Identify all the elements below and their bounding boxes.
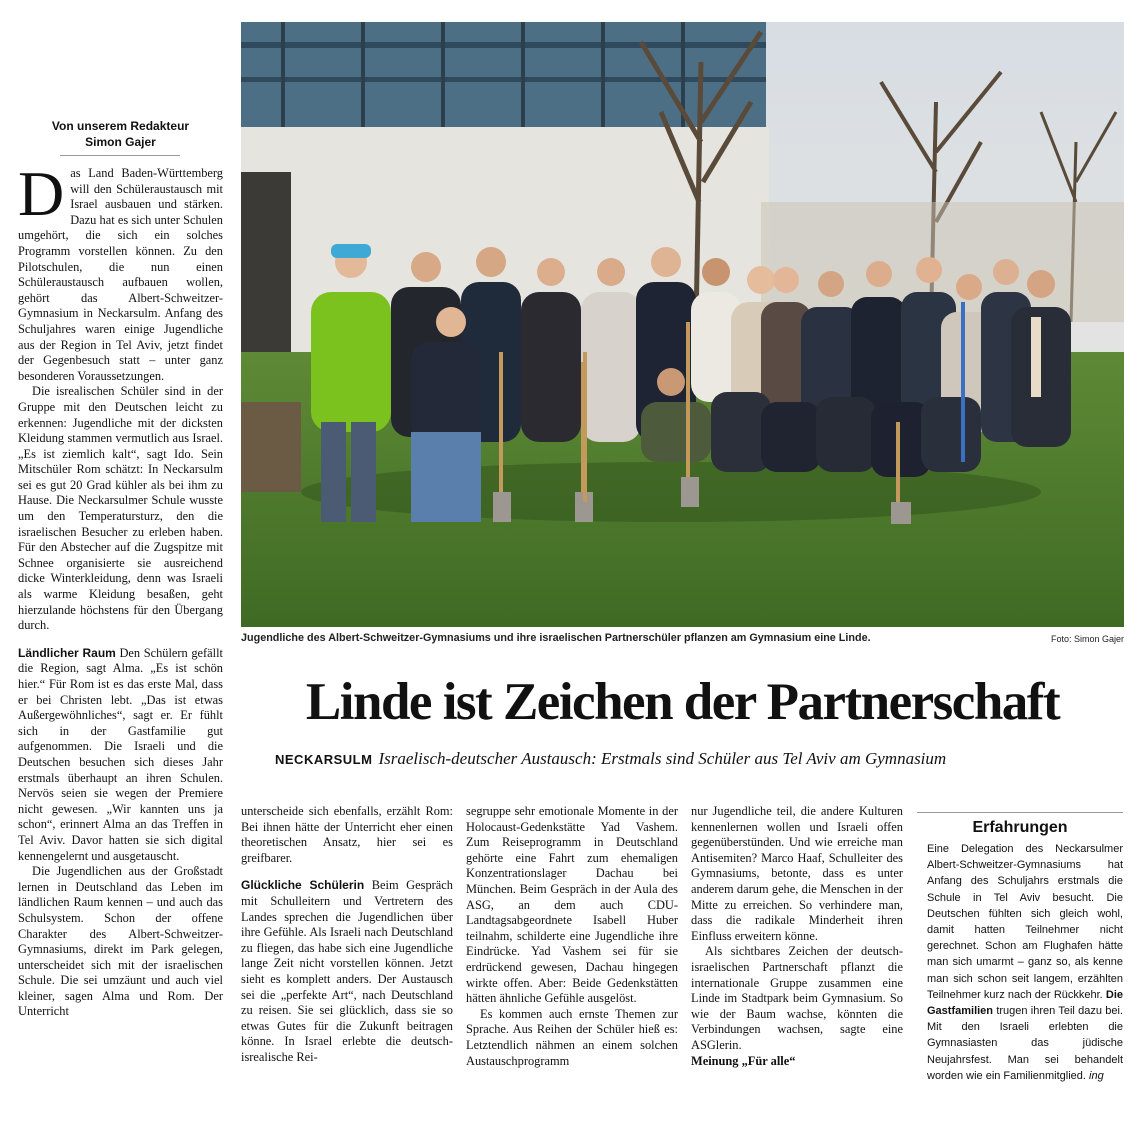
info-box-paragraph: trugen ihren Teil dazu bei. Mit den Israeli erlebten die Gymnasiasten das jüdische Neujahrsfest. Man sei behandelt worden wie ein Familienmitglied. <box>927 1005 1123 1082</box>
subheading-rural: Ländlicher Raum <box>18 645 116 660</box>
byline <box>18 118 223 150</box>
info-box <box>917 812 1123 1106</box>
article-column-2 <box>241 804 453 1066</box>
info-box-signature: ing <box>1089 1069 1104 1082</box>
lead-text: as Land Baden-Württemberg will den Schüleraustausch mit Israel ausbauen und stärken. Dazu hat es sich unter Schulen umgehört, die sich ein solches Programm vorstellen können. Zu den Pilotschulen, die nun einen Schüleraustausch aufbauen wollen, gehört das Albert-Schweitzer-Gymnasium in Neckarsulm. Anfang des Schuljahres waren einige Jugendliche aus der Region in Tel Aviv, jetzt findet der Gegenbesuch statt – unter ganz besonderen Voraussetzungen. <box>18 166 223 383</box>
subheading-happy-student: Glückliche Schülerin <box>241 878 365 893</box>
dateline: NECKARSULM <box>275 752 373 767</box>
article-column-4 <box>691 804 903 1069</box>
paragraph: Es kommen auch ernste Themen zur Sprache. Aus Reihen der Schüler hieß es: Letztendlich nähmen an einem solchen Austauschprogramm <box>466 1006 678 1068</box>
byline-role: Von unserem Redakteur <box>51 119 190 133</box>
paragraph-text: Beim Gespräch mit Schulleitern und Vertretern des Landes sprechen die Jugendlichen über ihre Gefühle. Als Israeli nach Deutschland zu fliegen, das habe sich eine Jugendliche lange Zeit nicht vorstellen können. Jetzt sieht es komplett anders. Der Austausch sei die „perfekte Art“, nach Deutschland zu reisen. Sie sei glücklich, dass sie so etwas Gutes für die Zukunft beitragen könne. In Israel erlebte die deutsch-isrealische Rei- <box>241 878 453 1064</box>
info-box-keyword: Die Gastfamilien <box>927 988 1123 1018</box>
subheadline-text: Israelisch-deutscher Austausch: Erstmals sind Schüler aus Tel Aviv am Gymnasium <box>378 749 947 768</box>
opinion-reference: Meinung „Für alle“ <box>691 1053 796 1068</box>
subheadline <box>275 748 1125 771</box>
paragraph: segruppe sehr emotionale Momente in der Holocaust-Gedenkstätte Yad Vashem. Zum Reiseprogramm in Deutschland gehörte eine Fahrt zum ehemaligen Konzentrationslager Dachau bei München. Beim Gespräch in der Aula des ASG, an dem auch CDU-Landtagsabgeordnete Isabell Huber teilnahm, schilderte eine Jugendliche ihre Eindrücke. Yad Vashem sei für sie erdrückend gewesen, Dachau hingegen wirkte offen. Aber: Beide Gedenkstätten hätten ähnliche Gefühle ausgelöst. <box>466 804 678 1006</box>
info-box-text <box>917 841 1123 1084</box>
photo-caption: Jugendliche des Albert-Schweitzer-Gymnasiums und ihre israelischen Partnerschüler pflanzen am Gymnasium eine Linde. <box>241 632 871 644</box>
byline-author: Simon Gajer <box>85 135 156 149</box>
paragraph: Als sichtbares Zeichen der deutsch-israelischen Partnerschaft pflanzt die internationale Gruppe zusammen eine Linde im Stadtpark beim Gymnasium. So wie der Baum wachse, könnten die Verbindungen wachsen, sagte eine ASGlerin. <box>691 944 903 1052</box>
lead-paragraph <box>18 158 223 384</box>
paragraph: Die Jugendlichen aus der Großstadt lernen in Deutschland das Leben im ländlichen Raum kennen – und auch das Schulsystem. Schon der offene Charakter des Albert-Schweitzer-Gymnasiums, direkt im Park gelegen, unterscheidet sich mit der israelischen Schule. Die sei umzäunt und auch viel kleiner, sagen Alma und Rom. Der Unterricht <box>18 864 223 1019</box>
paragraph-text: Den Schülern gefällt die Region, sagt Alma. „Es ist schön hier.“ Für Rom ist es das erste Mal, dass er bei Christen lebt. „Das ist etwas Außergewöhnliches“, sagt er. Er fühlt sich in der Gastfamilie gut aufgenommen. Die Israeli und die Deutschen besuchen sich dieses Jahr erstmals überhaupt an ihren Schulen. Nervös seien sie wegen der Premiere nicht gewesen. „Wir kannten uns ja schon“, erinnert Alma an das Treffen in Tel Aviv. Davor hatten sie sich digital kennengelernt und ausgetauscht. <box>18 645 223 863</box>
paragraph <box>18 646 223 864</box>
photo-credit: Foto: Simon Gajer <box>1050 634 1124 644</box>
info-box-title: Erfahrungen <box>972 819 1068 836</box>
paragraph: unterscheide sich ebenfalls, erzählt Rom: Bei ihnen hätte der Unterricht eher einen theoretischen Ansatz, hier sei es greifbarer. <box>241 804 453 865</box>
dropcap: D <box>18 158 65 229</box>
page-margin <box>1126 0 1140 1139</box>
headline: Linde ist Zeichen der Partnerschaft <box>305 673 1060 731</box>
byline-divider <box>60 155 180 156</box>
article-photo <box>241 22 1124 627</box>
group-photo-image <box>241 22 1124 627</box>
paragraph <box>241 878 453 1065</box>
paragraph: nur Jugendliche teil, die andere Kulturen kennenlernen wollen und Israeli offen gegenüberstünden. Und wie erreiche man Antisemiten? Marco Haaf, Schulleiter des Gymnasiums, betonte, dass es unter anderem darum gehe, die Menschen in der Mitte zu erreichen. So verhindere man, dass die radikale Minderheit ihren Einfluss erweitern könne. <box>691 804 903 943</box>
article-column-3 <box>466 804 678 1069</box>
article-column-1 <box>18 158 223 1020</box>
paragraph: Die isrealischen Schüler sind in der Gruppe mit den Deutschen leicht zu erkennen: Jugendliche mit der dicksten Kleidung stammen vermutlich aus Israel. „Es ist ziemlich kalt“, sagt Ido. Sein Mitschüler Rom schätzt: In Neckarsulm sei es gut 20 Grad kühler als bei ihm zu Hause. Die Neckarsulmer Schule wusste um den Temperatursturz, den die israelischen Besucher zu erleben haben. Für den Abstecher auf die Zugspitze mit Schnee organisierte sie ausreichend dicke Winterkleidung, denn was Israeli als warme Kleidung besaßen, geht hierzulande höchstens für den Übergang durch. <box>18 384 223 633</box>
info-box-paragraph: Eine Delegation des Neckarsulmer Albert-Schweitzer-Gymnasiums hat Anfang des Schuljahrs erstmals die Schule in Tel Aviv besucht. Die Deutschen fühlten sich gleich wohl, damit hatten Teilnehmer nicht gerechnet. Schon am Flughafen hätte man sich umarmt – ganz so, als kenne man sich schon seit langem, erzählten Teilnehmer kurz nach der Rückkehr. <box>927 843 1123 1001</box>
